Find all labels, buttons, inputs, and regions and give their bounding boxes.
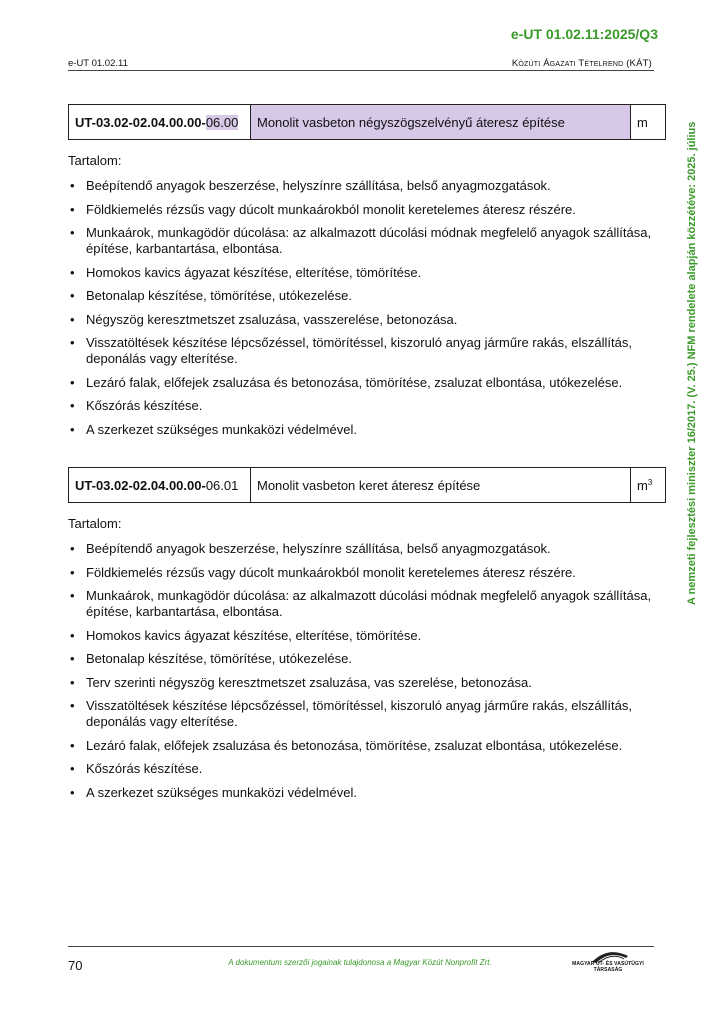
list-item: • Négyszög keresztmetszet zsaluzása, vasszerelése, betonozása. bbox=[68, 312, 654, 328]
list-item: • Visszatöltések készítése lépcsőzéssel, tömörítéssel, kiszoruló anyag járműre rakás, elszállítás, deponálás vagy elterítése. bbox=[68, 335, 654, 367]
list-item: • Kőszórás készítése. bbox=[68, 761, 654, 777]
item-table bbox=[68, 104, 666, 140]
list-item: • Betonalap készítése, tömörítése, utókezelése. bbox=[68, 288, 654, 304]
item-code bbox=[69, 105, 251, 139]
content-list bbox=[68, 178, 654, 445]
doc-id: e-UT 01.02.11:2025/Q3 bbox=[510, 26, 658, 42]
list-item: • Földkiemelés rézsűs vagy dúcolt munkaárokból monolit keretelemes áteresz részére. bbox=[68, 202, 654, 218]
item-code bbox=[69, 468, 251, 502]
header-left: e-UT 01.02.11 bbox=[68, 58, 128, 69]
footer-copyright: A dokumentum szerzői jogainak tulajdonosa a Magyar Közút Nonprofit Zrt. bbox=[228, 958, 492, 967]
header-divider bbox=[68, 70, 654, 71]
item-code-prefix: UT-03.02-02.04.00.00- bbox=[75, 477, 206, 493]
list-item: • Homokos kavics ágyazat készítése, elterítése, tömörítése. bbox=[68, 628, 654, 644]
item-code-suffix: 06.00 bbox=[205, 114, 239, 130]
content-list bbox=[68, 541, 654, 808]
content-label: Tartalom: bbox=[68, 153, 122, 168]
list-item: • Munkaárok, munkagödör dúcolása: az alkalmazott dúcolási módnak megfelelő anyagok szállítása, építése, karbantartása, elbontása. bbox=[68, 588, 654, 620]
list-item: • Beépítendő anyagok beszerzése, helyszínre szállítása, belső anyagmozgatások. bbox=[68, 541, 654, 557]
item-name: Monolit vasbeton négyszögszelvényű áteresz építése bbox=[251, 105, 631, 139]
unit-sup: 3 bbox=[647, 477, 653, 487]
list-item: • A szerkezet szükséges munkaközi védelmével. bbox=[68, 422, 654, 438]
list-item: • Földkiemelés rézsűs vagy dúcolt munkaárokból monolit keretelemes áteresz részére. bbox=[68, 565, 654, 581]
item-name: Monolit vasbeton keret áteresz építése bbox=[251, 468, 631, 502]
content-label: Tartalom: bbox=[68, 516, 122, 531]
footer-divider bbox=[68, 946, 654, 947]
item-code-prefix: UT-03.02-02.04.00.00- bbox=[75, 114, 206, 130]
list-item: • Visszatöltések készítése lépcsőzéssel, tömörítéssel, kiszoruló anyag járműre rakás, elszállítás, deponálás vagy elterítése. bbox=[68, 698, 654, 730]
page-number: 70 bbox=[68, 958, 83, 973]
list-item: • A szerkezet szükséges munkaközi védelmével. bbox=[68, 785, 654, 801]
list-item: • Betonalap készítése, tömörítése, utókezelése. bbox=[68, 651, 654, 667]
item-unit bbox=[631, 468, 665, 502]
list-item: • Lezáró falak, előfejek zsaluzása és betonozása, tömörítése, zsaluzat elbontása, utókezelése. bbox=[68, 738, 654, 754]
header-right: Közúti Ágazati Tételrend (KÁT) bbox=[511, 58, 652, 69]
list-item: • Homokos kavics ágyazat készítése, elterítése, tömörítése. bbox=[68, 265, 654, 281]
list-item: • Munkaárok, munkagödör dúcolása: az alkalmazott dúcolási módnak megfelelő anyagok szállítása, építése, karbantartása, elbontása. bbox=[68, 225, 654, 257]
list-item: • Lezáró falak, előfejek zsaluzása és betonozása, tömörítése, zsaluzat elbontása, utókezelése. bbox=[68, 375, 654, 391]
list-item: • Terv szerinti négyszög keresztmetszet zsaluzása, vas szerelése, betonozása. bbox=[68, 675, 654, 691]
item-table bbox=[68, 467, 666, 503]
unit-text: m bbox=[637, 477, 648, 493]
list-item: • Beépítendő anyagok beszerzése, helyszínre szállítása, belső anyagmozgatások. bbox=[68, 178, 654, 194]
unit-text: m bbox=[637, 114, 648, 130]
item-unit bbox=[631, 105, 665, 139]
list-item: • Kőszórás készítése. bbox=[68, 398, 654, 414]
logo-text: MAGYAR ÚT- ÉS VASÚTÜGYI TÁRSASÁG bbox=[572, 961, 644, 973]
side-publication-note: A nemzeti fejlesztési miniszter 16/2017. (V. 25.) NFM rendelete alapján közzétéve: 2025. július bbox=[686, 121, 698, 605]
item-code-suffix: 06.01 bbox=[205, 477, 239, 493]
